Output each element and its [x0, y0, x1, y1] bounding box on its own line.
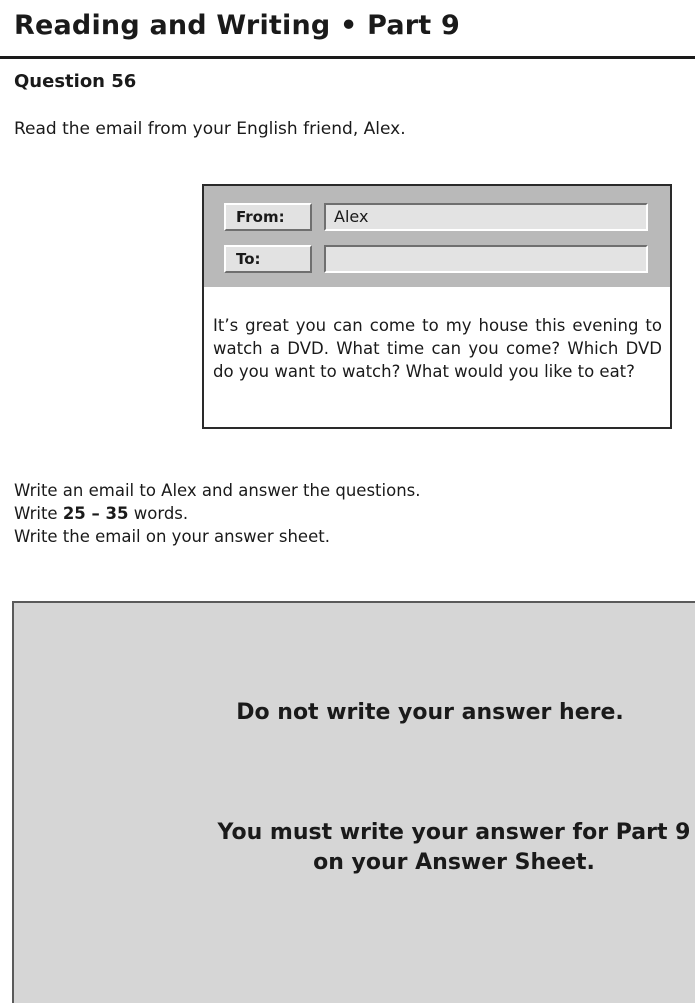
- question-number: Question 56: [14, 71, 137, 92]
- task-instructions: [14, 479, 421, 548]
- notice-do-not-write: Do not write your answer here.: [236, 700, 624, 725]
- instruction-line-2-suffix: words.: [128, 504, 189, 523]
- email-body: It’s great you can come to my house this evening to watch a DVD. What time can you come? Which DVD do you want to watch? What would you like to eat?: [213, 316, 662, 381]
- instruction-line-2: [14, 502, 421, 525]
- word-count-range: 25 – 35: [62, 504, 129, 523]
- question-intro: Read the email from your English friend, Alex.: [14, 119, 406, 139]
- to-label: To:: [224, 245, 312, 273]
- page-title: Reading and Writing • Part 9: [14, 10, 460, 41]
- from-field: Alex: [324, 203, 648, 231]
- instruction-line-1: Write an email to Alex and answer the questions.: [14, 481, 421, 500]
- email-window: [202, 184, 672, 429]
- notice-answer-sheet: [174, 818, 695, 878]
- instruction-line-2-prefix: Write: [14, 504, 63, 523]
- from-label: From:: [224, 203, 312, 231]
- answer-notice-box: [12, 601, 695, 1003]
- email-header: [204, 186, 670, 287]
- notice-answer-sheet-line-2: on your Answer Sheet.: [313, 850, 595, 875]
- title-divider: [0, 56, 695, 59]
- notice-answer-sheet-line-1: You must write your answer for Part 9: [217, 820, 691, 845]
- instruction-line-3: Write the email on your answer sheet.: [14, 527, 330, 546]
- to-field: [324, 245, 648, 273]
